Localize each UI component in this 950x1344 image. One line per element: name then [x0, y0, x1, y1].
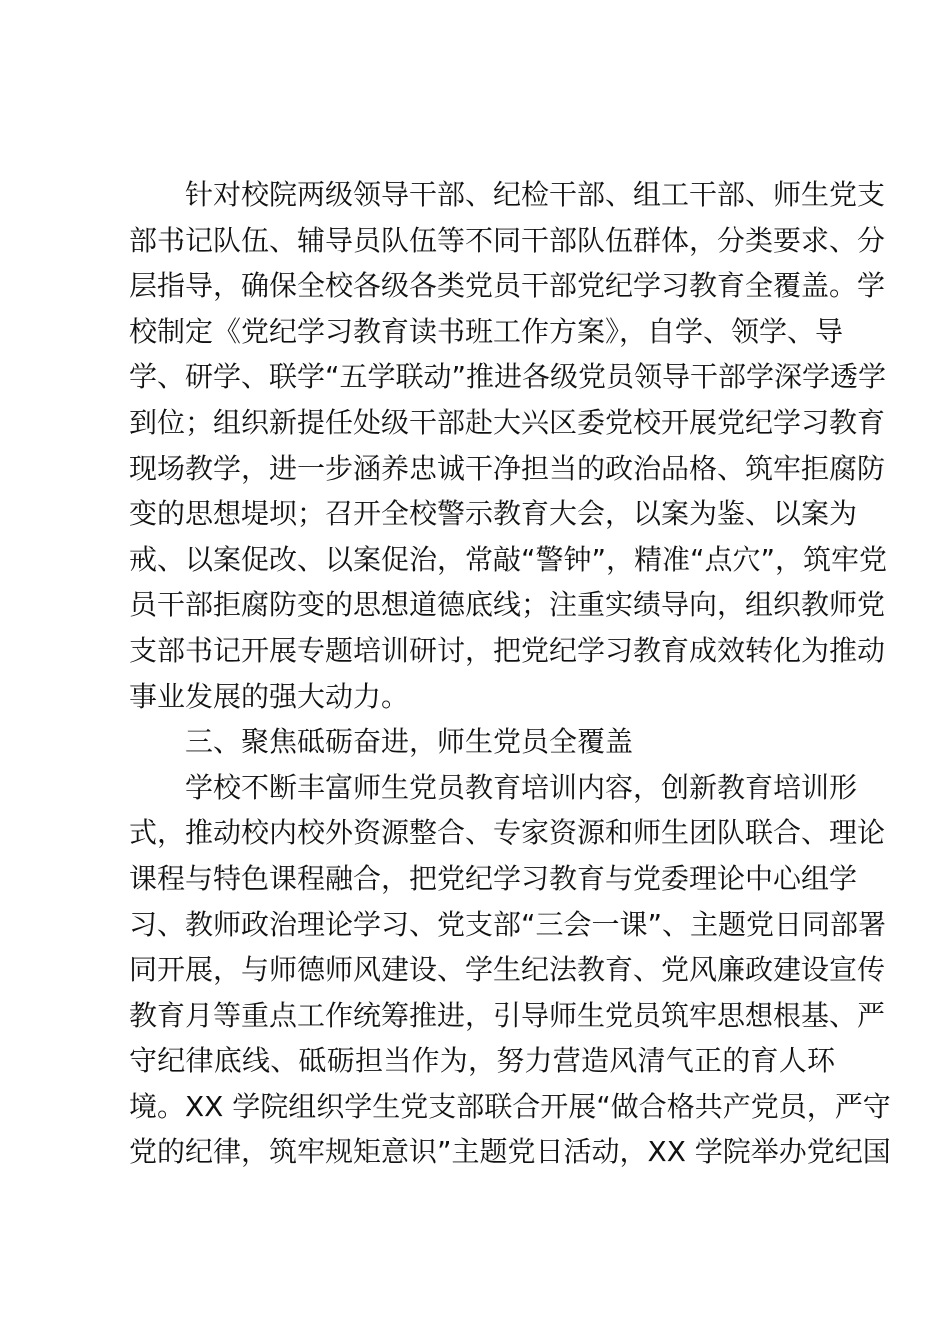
paragraph-line: 教育月等重点工作统筹推进，引导师生党员筑牢思想根基、严 — [129, 998, 886, 1032]
paragraph-2 — [129, 765, 891, 1175]
paragraph-line: 现场教学，进一步涵养忠诚干净担当的政治品格、筑牢拒腐防 — [129, 451, 886, 485]
paragraph-line: 境。XX 学院组织学生党支部联合开展“做合格共产党员，严守 — [129, 1089, 891, 1123]
paragraph-line: 课程与特色课程融合，把党纪学习教育与党委理论中心组学 — [129, 861, 858, 895]
paragraph-line: 支部书记开展专题培训研讨，把党纪学习教育成效转化为推动 — [129, 633, 886, 667]
document-body — [129, 172, 891, 1175]
section-heading: 三、聚焦砥砺奋进，师生党员全覆盖 — [185, 725, 634, 759]
paragraph-line: 式，推动校内校外资源整合、专家资源和师生团队联合、理论 — [129, 816, 886, 850]
paragraph-line: 党的纪律，筑牢规矩意识”主题党日活动，XX 学院举办党纪国 — [129, 1135, 891, 1169]
paragraph-line: 层指导，确保全校各级各类党员干部党纪学习教育全覆盖。学 — [129, 269, 886, 303]
paragraph-line: 员干部拒腐防变的思想道德底线；注重实绩导向，组织教师党 — [129, 588, 886, 622]
paragraph-line: 针对校院两级领导干部、纪检干部、组工干部、师生党支 — [185, 178, 886, 211]
paragraph-line: 部书记队伍、辅导员队伍等不同干部队伍群体，分类要求、分 — [129, 223, 886, 257]
paragraph-line: 变的思想堤坝；召开全校警示教育大会，以案为鉴、以案为 — [129, 497, 858, 531]
paragraph-line: 戒、以案促改、以案促治，常敲“警钟”，精准“点穴”，筑牢党 — [129, 542, 888, 576]
paragraph-1 — [129, 172, 888, 719]
paragraph-line: 学、研学、联学“五学联动”推进各级党员领导干部学深学透学 — [129, 360, 887, 394]
paragraph-line: 事业发展的强大动力。 — [129, 679, 410, 713]
paragraph-line: 校制定《党纪学习教育读书班工作方案》，自学、领学、导 — [129, 314, 844, 348]
paragraph-line: 习、教师政治理论学习、党支部“三会一课”、主题党日同部署 — [129, 907, 887, 941]
paragraph-line: 守纪律底线、砥砺担当作为，努力营造风清气正的育人环 — [129, 1044, 835, 1078]
paragraph-line: 同开展，与师德师风建设、学生纪法教育、党风廉政建设宣传 — [129, 953, 886, 987]
paragraph-line: 到位；组织新提任处级干部赴大兴区委党校开展党纪学习教育 — [129, 405, 886, 439]
paragraph-line: 学校不断丰富师生党员教育培训内容，创新教育培训形 — [185, 770, 858, 804]
